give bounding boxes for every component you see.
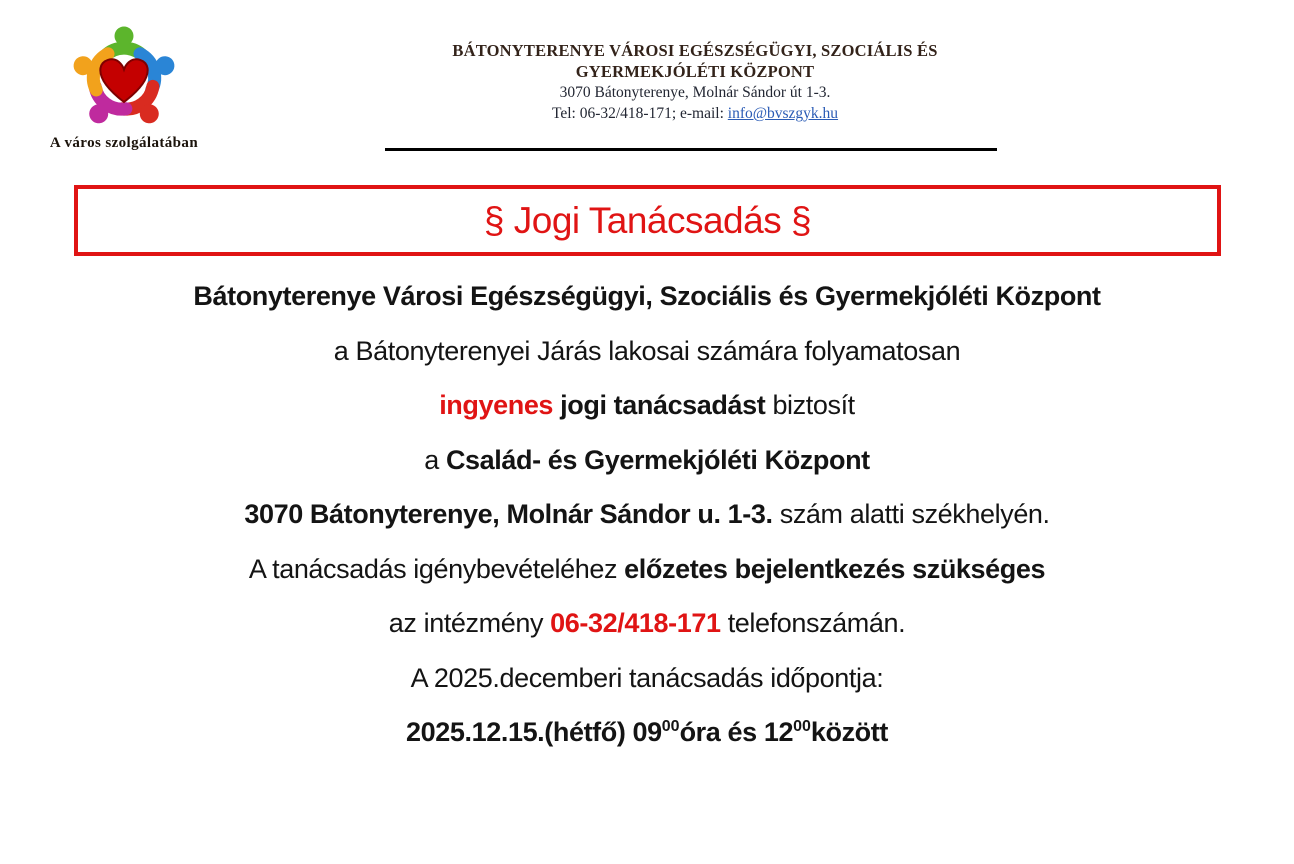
date-seg2: óra és 12 <box>679 717 794 747</box>
center-name: Család- és Gyermekjóléti Központ <box>445 444 870 475</box>
body-line-registration <box>0 542 1294 597</box>
registration-required: előzetes bejelentkezés szükséges <box>624 553 1046 584</box>
address-suffix: szám alatti székhelyén. <box>772 499 1050 529</box>
body-line-service <box>0 378 1294 433</box>
date-seg1: 2025.12.15.(hétfő) 09 <box>406 717 662 747</box>
date-seg3: között <box>810 717 888 747</box>
org-contact <box>388 104 1002 124</box>
body-line-address <box>0 487 1294 542</box>
center-prefix: a <box>424 444 446 475</box>
minutes-sup-1: 00 <box>661 718 680 735</box>
address-bold: 3070 Bátonyterenye, Molnár Sándor u. 1-3. <box>244 499 773 529</box>
org-name-line1: BÁTONYTERENYE VÁROSI EGÉSZSÉGÜGYI, SZOCIÁLIS ÉS <box>452 41 938 60</box>
body-line-center <box>0 433 1294 488</box>
org-name-line2: GYERMEKJÓLÉTI KÖZPONT <box>575 62 815 81</box>
body-line-date <box>0 705 1294 760</box>
body-line-phone <box>0 596 1294 651</box>
announcement-body <box>0 269 1294 760</box>
email-link[interactable]: info@bvszgyk.hu <box>727 105 839 122</box>
service-name: jogi tanácsadást <box>553 390 766 420</box>
heart-icon <box>100 59 147 102</box>
banner-title: § Jogi Tanácsadás § <box>483 199 812 241</box>
registration-prefix: A tanácsadás igénybevételéhez <box>248 553 625 584</box>
phone-suffix: telefonszámán. <box>720 608 906 638</box>
body-line-schedule-intro: A 2025.decemberi tanácsadás időpontja: <box>410 662 884 693</box>
free-highlight: ingyenes <box>439 390 554 420</box>
organization-logo <box>44 22 204 152</box>
logo-caption: A város szolgálatában <box>49 135 199 151</box>
body-line-org: Bátonyterenye Városi Egészségügyi, Szociális és Gyermekjóléti Központ <box>193 281 1101 311</box>
body-line-audience: a Bátonyterenyei Járás lakosai számára folyamatosan <box>333 335 961 366</box>
legal-advice-banner <box>74 185 1221 256</box>
letterhead <box>388 40 1002 124</box>
minutes-sup-2: 00 <box>793 718 811 735</box>
phone-number: 06-32/418-171 <box>550 608 721 638</box>
service-suffix: biztosít <box>765 390 855 420</box>
phone-prefix: az intézmény <box>388 608 551 638</box>
contact-prefix: Tel: 06-32/418-171; e-mail: <box>551 105 728 122</box>
community-people-heart-icon <box>49 22 199 134</box>
header-divider-rule <box>385 148 997 151</box>
org-address: 3070 Bátonyterenye, Molnár Sándor út 1-3. <box>559 84 831 101</box>
